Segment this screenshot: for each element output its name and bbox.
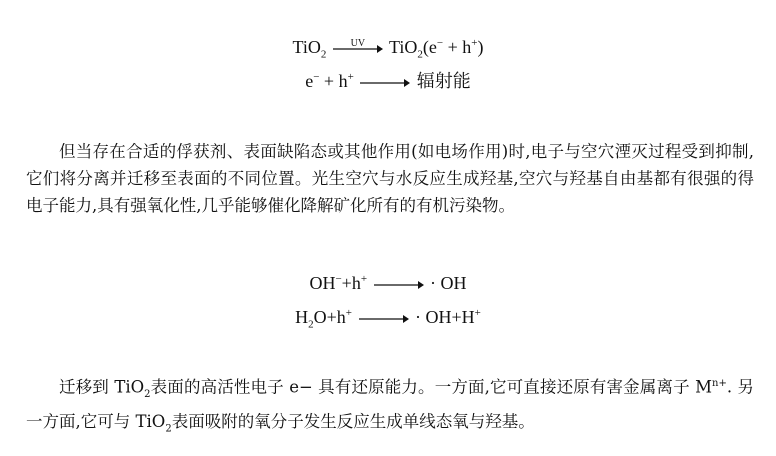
eq4-hole-sup: +	[345, 307, 352, 319]
p2-part-a: 迁移到 TiO	[59, 377, 145, 397]
p2-part-c: . 另一方面,它可与 TiO	[26, 377, 754, 431]
paragraph-2	[26, 370, 754, 442]
eq2-electron: e	[305, 71, 314, 91]
eq4-arrow	[359, 312, 409, 326]
paragraph-1	[26, 138, 754, 219]
eq1-arrow	[333, 37, 383, 56]
paragraph-1-text: 但当存在合适的俘获剂、表面缺陷态或其他作用(如电场作用)时,电子与空穴湮灭过程受到抑制,它们将分离并迁移至表面的不同位置。光生空穴与水反应生成羟基,空穴与羟基自由基都有很强的得电子能力,具有强氧化性,几乎能够催化降解矿化所有的有机污染物。	[26, 142, 754, 215]
p2-sub-2: 2	[165, 423, 172, 435]
equation-3	[0, 272, 776, 294]
eq3-hole-sup: +	[360, 273, 368, 285]
right-arrow-icon	[333, 42, 383, 56]
eq2-electron-sup: −	[313, 71, 320, 83]
eq2-hole-sup: +	[347, 71, 354, 83]
p2-part-b: 表面的高活性电子 e− 具有还原能力。一方面,它可直接还原有害金属离子 M	[150, 377, 713, 397]
eq1-product-sup: −	[436, 37, 444, 49]
p2-part-d: 表面吸附的氧分子发生反应生成单线态氧与羟基。	[171, 411, 535, 431]
eq3-hydroxide-sup: −	[335, 273, 342, 285]
eq4-water-sub: 2	[308, 318, 314, 331]
eq4-water-rest: O+h	[313, 307, 346, 327]
equation-1	[0, 36, 776, 61]
p2-sup: n+	[712, 378, 727, 389]
eq4-product: · OH+H	[415, 307, 475, 327]
eq1-product-sub: 2	[417, 48, 423, 61]
eq1-product: TiO	[389, 37, 418, 57]
eq4-water: H	[295, 307, 309, 327]
eq2-product: 辐射能	[416, 71, 471, 91]
eq4-product-sup: +	[474, 307, 481, 319]
eq3-arrow	[374, 278, 424, 292]
eq3-hydroxide: OH	[309, 273, 336, 293]
eq1-product-tail2: + h	[443, 37, 472, 57]
right-arrow-icon	[360, 76, 410, 90]
right-arrow-icon	[359, 312, 409, 326]
eq1-arrow-label: UV	[350, 37, 366, 49]
equation-2	[0, 70, 776, 92]
eq3-hole: +h	[341, 273, 361, 293]
paragraph-2-text	[26, 370, 754, 442]
eq2-arrow	[360, 76, 410, 90]
right-arrow-icon	[374, 278, 424, 292]
eq1-reactant: TiO	[292, 37, 321, 57]
equation-4	[0, 306, 776, 331]
eq1-product-close: )	[477, 37, 484, 57]
eq1-product-sup2: +	[471, 37, 478, 49]
eq3-product: · OH	[430, 273, 467, 293]
eq1-product-tail: (e	[422, 37, 437, 57]
eq1-reactant-sub: 2	[320, 48, 327, 61]
eq2-hole: + h	[319, 71, 348, 91]
p2-sub-1: 2	[144, 388, 151, 400]
